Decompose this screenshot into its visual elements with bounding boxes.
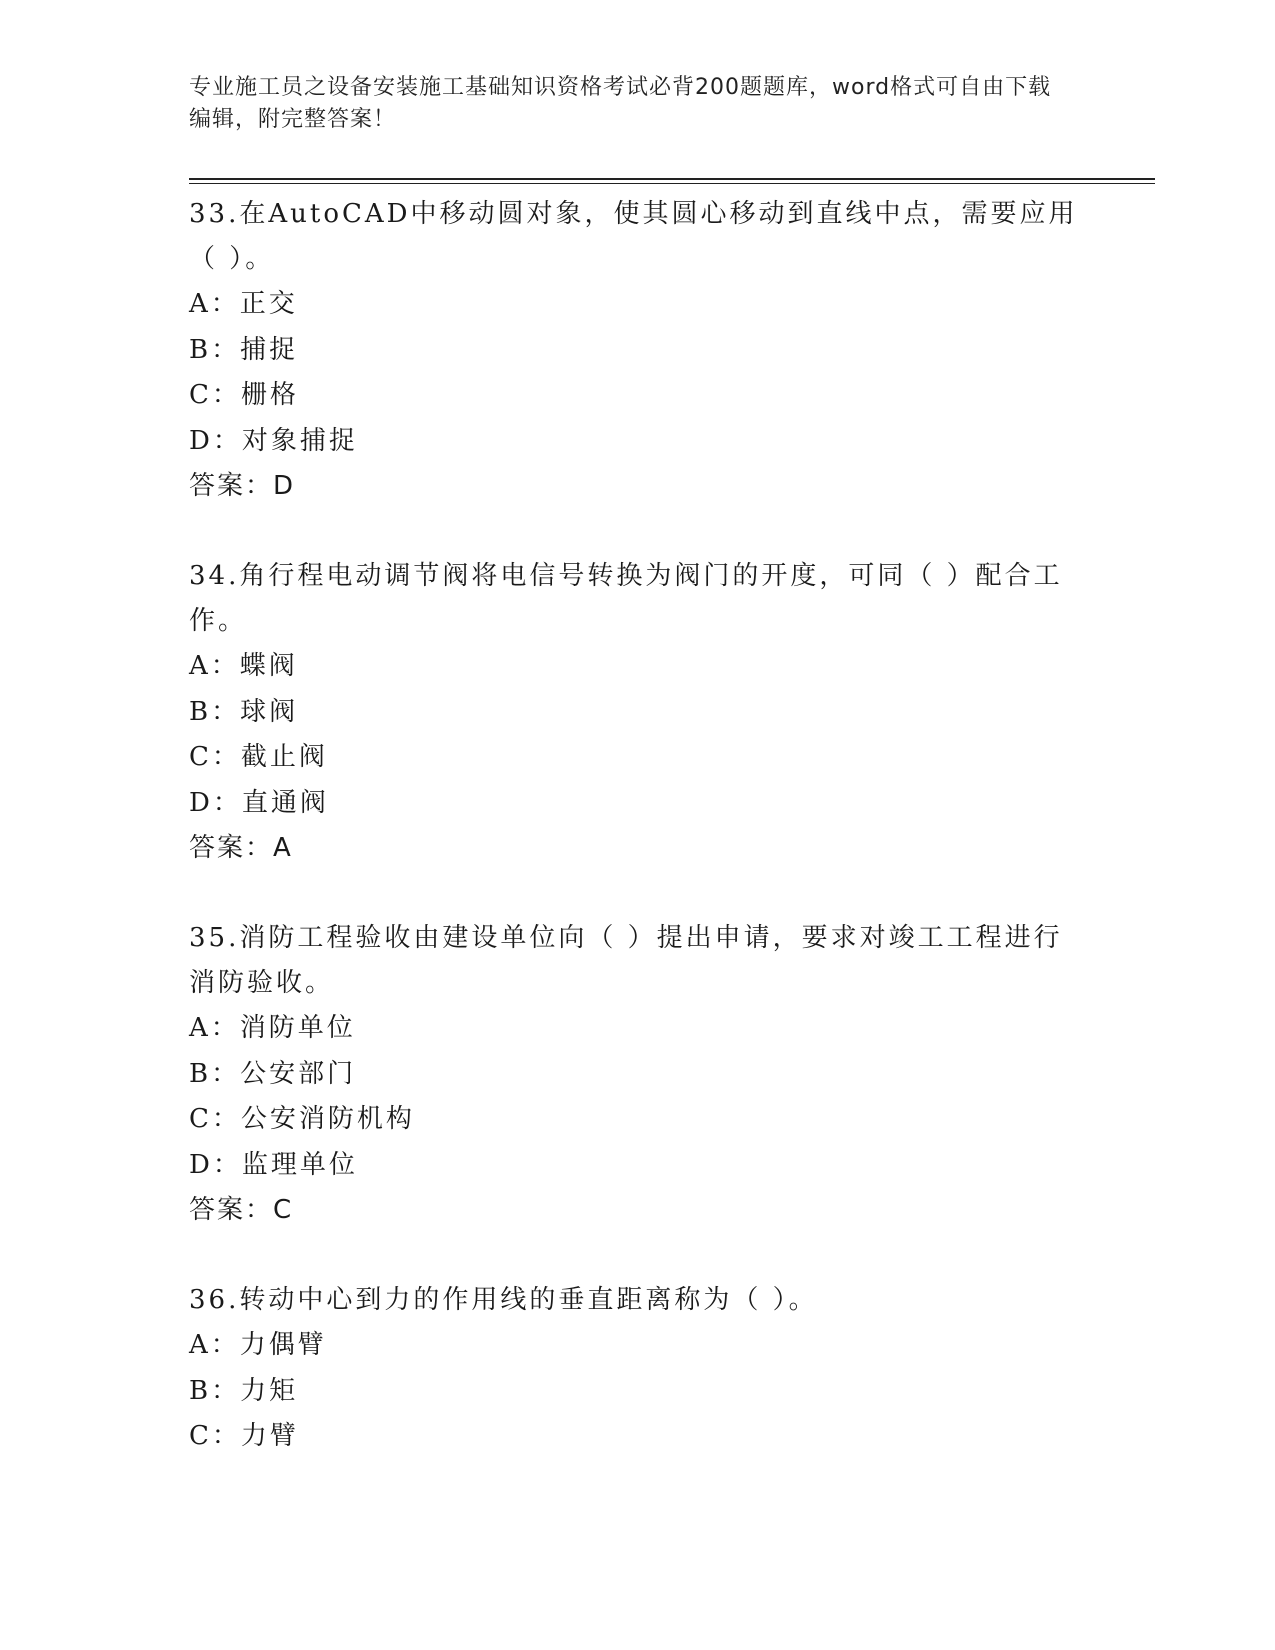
option-d: D：对象捕捉 xyxy=(189,425,358,456)
option-b: B：力矩 xyxy=(189,1375,299,1406)
header-rule-thick xyxy=(189,178,1155,180)
question-text: 33.在AutoCAD中移动圆对象，使其圆心移动到直线中点，需要应用（ ）。 xyxy=(189,199,1078,274)
option-a: A：蝶阀 xyxy=(189,651,298,681)
question-text: 34.角行程电动调节阀将电信号转换为阀门的开度，可同（ ）配合工作。 xyxy=(189,561,1063,636)
document-header: 专业施工员之设备安装施工基础知识资格考试必背200题题库，word格式可自由下载编辑，附完整答案！ xyxy=(189,75,1052,132)
answer: 答案：D xyxy=(189,471,296,501)
question-list xyxy=(189,192,1079,1460)
spacer xyxy=(189,509,1079,554)
option-b: B：捕捉 xyxy=(189,334,299,365)
option-d: D：直通阀 xyxy=(189,787,329,818)
answer: 答案：C xyxy=(189,1195,294,1225)
question-34 xyxy=(189,554,1079,871)
option-a: A：消防单位 xyxy=(189,1013,356,1043)
header-rule-thin xyxy=(189,183,1155,184)
option-d: D：监理单位 xyxy=(189,1149,358,1180)
option-a: A：力偶臂 xyxy=(189,1330,327,1360)
option-c: C：公安消防机构 xyxy=(189,1104,415,1134)
option-c: C：截止阀 xyxy=(189,742,328,772)
option-b: B：公安部门 xyxy=(189,1058,357,1089)
answer: 答案：A xyxy=(189,833,293,863)
spacer xyxy=(189,871,1079,916)
option-a: A：正交 xyxy=(189,289,298,319)
question-36 xyxy=(189,1278,1079,1460)
question-33 xyxy=(189,192,1079,509)
spacer xyxy=(189,1233,1079,1278)
question-text: 36.转动中心到力的作用线的垂直距离称为（ ）。 xyxy=(189,1285,818,1315)
option-c: C：力臂 xyxy=(189,1421,299,1451)
question-35 xyxy=(189,916,1079,1233)
question-text: 35.消防工程验收由建设单位向（ ）提出申请，要求对竣工工程进行消防验收。 xyxy=(189,923,1063,998)
option-c: C：栅格 xyxy=(189,380,299,410)
option-b: B：球阀 xyxy=(189,696,299,727)
